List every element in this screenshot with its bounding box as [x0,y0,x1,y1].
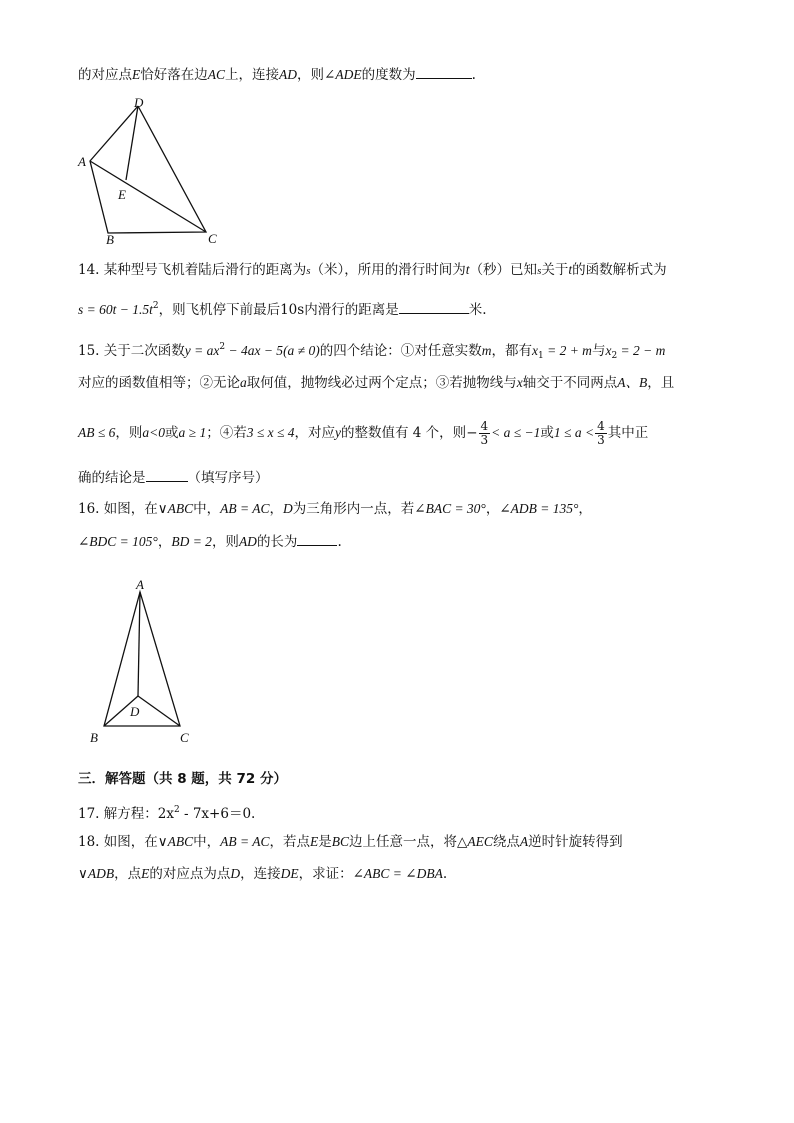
q15-expr: a<0 [142,425,166,440]
q16-line-1 [78,500,592,518]
q15-var-x1: x [531,343,538,358]
q15-text: 或 [540,425,554,441]
q18-expr: ∠ABC = ∠DBA [352,866,443,881]
q15-text: ，对应 [294,425,336,441]
q13-answer-blank[interactable] [416,64,472,79]
section-title: 三．解答题（共 8 题，共 72 分） [78,771,287,787]
q18-text: 中， [193,834,221,850]
q17-exponent: 2 [173,805,180,815]
q18-segment: DE [280,866,299,881]
q15-text: ；④若 [206,425,247,441]
q13-text: 的度数为 [361,67,416,83]
q15-fraction [595,420,607,447]
q17-text: - 7x+6＝0. [179,806,256,822]
fig13-label-c: C [208,231,217,246]
q14-text: 米. [468,302,487,318]
q18-point-e: E [310,834,319,849]
q18-text: ，连接 [240,866,281,882]
q15-expr: < a ≤ −1 [491,425,541,440]
q16-line-2 [78,531,342,551]
fraction-numerator: 4 [480,419,489,433]
fraction-denominator: 3 [480,433,489,447]
q18-point-a: A [519,834,529,849]
figure-13 [70,92,230,252]
q14-text: ，则飞机停下前最后10s内滑行的距离是 [158,302,399,318]
q14-line-1 [78,261,667,280]
q16-text: 16. 如图，在 [78,501,158,517]
q13-text: ，则 [297,67,325,83]
q16-text: ， [485,501,500,517]
q14-var-t: t [465,262,470,277]
q18-text: 的对应点为点 [149,866,231,882]
q15-condition: (a ≠ 0) [283,343,320,358]
q17-text: 17. 解方程：2x [78,806,174,822]
q16-text: ， [578,501,592,517]
q15-fraction [479,420,491,447]
q18-text: 逆时针旋转得到 [528,834,623,850]
q15-line-2 [78,374,674,392]
figure-16 [84,574,204,754]
q15-text: 其中正 [607,425,649,441]
q15-line-4 [78,467,269,487]
fig13-edges [90,106,206,233]
q17-line [78,801,255,823]
q14-text: 的函数解析式为 [572,262,667,278]
q16-expr: BD = 2 [171,534,212,549]
q15-var-y: y [335,425,342,440]
q13-text: 上，连接 [225,67,280,83]
q15-expr: = 2 + m [543,343,592,358]
q16-angle: ∠BAC = 30° [414,501,486,516]
q15-line-3 [78,418,648,448]
q18-triangle: ∨ADB [78,866,115,881]
q15-text: 确的结论是 [78,470,146,486]
q15-text: 的整数值有 4 个，则 [341,425,467,441]
q13-text: 的对应点 [78,67,132,83]
fig13-label-a: A [78,154,86,169]
q16-expr: AB = AC [220,501,270,516]
q13-segment-ac: AC [207,67,226,82]
q16-text: ， [157,534,172,550]
q15-text: 的四个结论：①对任意实数 [319,343,482,359]
q15-text: ，都有 [491,343,532,359]
q13-point-e: E [132,67,141,82]
q18-expr: AB = AC [220,834,270,849]
fraction-numerator: 4 [597,419,605,433]
q18-triangle: △AEC [457,834,493,849]
q15-var-x2: x [605,343,612,358]
q16-angle: ∠BDC = 105° [78,534,158,549]
q15-text: 与 [591,343,606,359]
q15-text: （填写序号） [187,470,269,486]
q15-expr: 1 ≤ a < [553,425,595,440]
q18-text: ，点 [114,866,142,882]
q14-var-s: s [306,265,311,277]
q15-function: − 4ax − 5 [225,343,284,358]
q18-segment: BC [331,834,350,849]
q18-text: ，若点 [269,834,311,850]
fig16-label-b: B [90,730,98,745]
q15-var-a: a [240,375,247,390]
fig13-ae-ac [90,161,206,232]
q15-function: y = ax [184,343,220,358]
q16-triangle: ∨ABC [157,501,194,516]
q16-angle: ∠ADB = 135° [499,501,579,516]
q15-minus: − [466,425,478,441]
q18-point-d: D [230,866,241,881]
q15-text: 15. 关于二次函数 [78,343,185,359]
fraction-denominator: 3 [597,433,605,447]
q13-end: . [471,67,476,83]
q18-text: ，求证： [298,866,353,882]
q14-var-t: t [568,262,573,277]
fig16-label-c: C [180,730,189,745]
q15-text: 对应的函数值相等；②无论 [78,375,240,391]
fig13-label-d: D [134,95,144,110]
q14-answer-blank[interactable] [399,299,469,314]
q16-text: 的长为 [256,534,298,550]
q15-text: ，且 [647,375,675,391]
q14-line-2 [78,297,487,319]
q16-text: ，则 [211,534,239,550]
fig16-cd [138,696,180,726]
q18-point-e: E [141,866,150,881]
q15-answer-blank[interactable] [146,467,188,482]
q15-text: 或 [165,425,179,441]
q15-exponent: 2 [219,342,226,352]
q18-text: 绕点 [492,834,520,850]
q15-text: 取何值，抛物线必过两个定点；③若抛物线与 [246,375,517,391]
q14-text: 关于 [541,262,569,278]
q13-text: 恰好落在边 [140,67,208,83]
q14-text: 14. 某种型号飞机着陆后滑行的距离为 [78,262,307,278]
fig13-label-e: E [118,187,126,202]
q18-line-2 [78,865,447,883]
q15-var-x: x [516,375,523,390]
q15-line-1 [78,338,665,365]
fig16-label-d: D [130,704,140,719]
q14-text: （秒）已知 [469,262,538,278]
q18-line-1 [78,833,623,851]
q18-end: . [442,866,448,882]
q14-text: （米），所用的滑行时间为 [310,262,466,278]
q18-text: 是 [318,834,332,850]
q14-formula: s = 60t − 1.5t [78,302,153,317]
fig16-triangle-abc [104,592,180,726]
q16-text: ， [269,501,284,517]
q15-var-m: m [481,343,492,358]
fig16-label-a: A [136,577,144,592]
fig16-ad [138,592,140,696]
q15-subscript: 1 [537,351,544,361]
q15-expr: AB ≤ 6 [78,425,116,440]
q14-exponent: 2 [152,301,159,311]
q15-expr: = 2 − m [617,343,666,358]
q16-segment: AD [238,534,257,549]
q16-end: . [337,534,342,550]
q16-answer-blank[interactable] [297,531,337,546]
q18-triangle: ∨ABC [157,834,194,849]
q15-points: A、B [617,375,648,390]
q15-text: ，则 [115,425,143,441]
q13-angle: ∠ADE [324,67,362,82]
q14-var-s: s [537,265,542,277]
q15-text: 轴交于不同两点 [522,375,618,391]
q15-expr: 3 ≤ x ≤ 4 [246,425,295,440]
q18-text: 边上任意一点，将 [349,834,458,850]
q18-text: 18. 如图，在 [78,834,158,850]
q15-expr: a ≥ 1 [178,425,207,440]
q13-line [78,64,476,84]
fig13-label-b: B [106,232,114,247]
q16-point-d: D [283,501,293,516]
q15-subscript: 2 [611,351,618,361]
q16-text: 为三角形内一点，若 [292,501,415,517]
q16-text: 中， [193,501,221,517]
q13-segment-ad: AD [279,67,298,82]
